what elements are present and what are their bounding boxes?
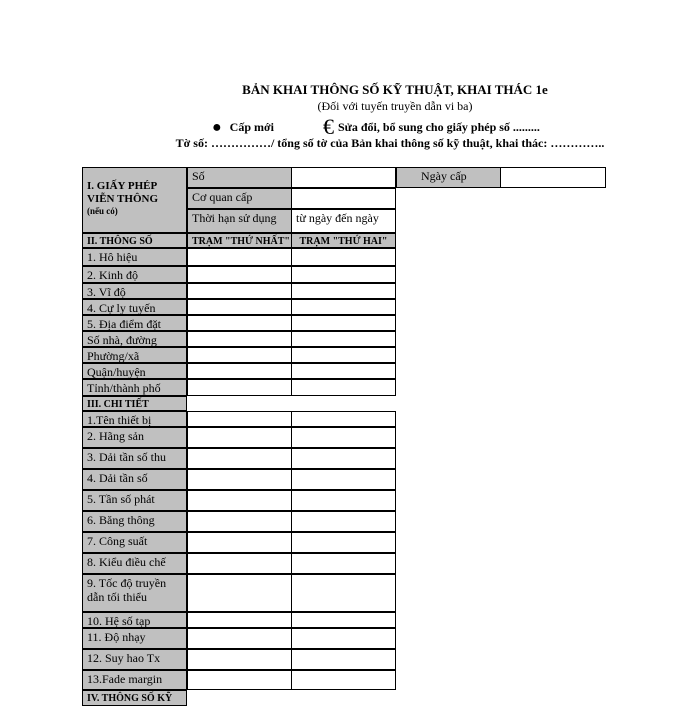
- station2-input-cell[interactable]: [291, 363, 396, 379]
- station1-header: TRẠM "THỨ NHẤT": [187, 233, 292, 248]
- station1-input-cell[interactable]: [187, 532, 292, 553]
- station1-input-cell[interactable]: [187, 363, 292, 379]
- station2-input-cell[interactable]: [291, 411, 396, 427]
- validity-date-range-field[interactable]: từ ngày đến ngày: [291, 209, 396, 233]
- station2-input-cell[interactable]: [291, 511, 396, 532]
- row-label: 6. Băng thông: [82, 511, 187, 532]
- row-label: Tỉnh/thành phố: [82, 379, 187, 396]
- license-number-field[interactable]: [291, 167, 396, 188]
- station1-input-cell[interactable]: [187, 379, 292, 396]
- row-label: 1.Tên thiết bị: [82, 411, 187, 427]
- station2-input-cell[interactable]: [291, 315, 396, 331]
- station2-input-cell[interactable]: [291, 628, 396, 649]
- row-label: 5. Địa điểm đặt: [82, 315, 187, 331]
- station1-input-cell[interactable]: [187, 670, 292, 690]
- station2-input-cell[interactable]: [291, 379, 396, 396]
- station1-input-cell[interactable]: [187, 347, 292, 363]
- station1-input-cell[interactable]: [187, 490, 292, 511]
- station1-input-cell[interactable]: [187, 511, 292, 532]
- station2-input-cell[interactable]: [291, 427, 396, 448]
- station2-input-cell[interactable]: [291, 448, 396, 469]
- row-label: 13.Fade margin: [82, 670, 187, 690]
- station2-input-cell[interactable]: [291, 469, 396, 490]
- row-label: 3. Dải tần số thu: [82, 448, 187, 469]
- station2-input-cell[interactable]: [291, 283, 396, 299]
- station2-input-cell[interactable]: [291, 649, 396, 670]
- station2-input-cell[interactable]: [291, 553, 396, 574]
- option-new-label: Cấp mới: [229, 120, 274, 134]
- station1-input-cell[interactable]: [187, 469, 292, 490]
- station1-input-cell[interactable]: [187, 427, 292, 448]
- station1-input-cell[interactable]: [187, 248, 292, 266]
- row-label: 4. Cự ly tuyến: [82, 299, 187, 315]
- parameters-section-label: II. THÔNG SỐ: [82, 233, 187, 248]
- validity-period-label: Thời hạn sử dụng: [187, 209, 292, 233]
- station1-input-cell[interactable]: [187, 612, 292, 628]
- station1-input-cell[interactable]: [187, 331, 292, 347]
- details-section-label: III. CHI TIẾT: [82, 396, 187, 411]
- station2-input-cell[interactable]: [291, 490, 396, 511]
- row-label: 9. Tốc độ truyền dẫn tối thiểu: [82, 574, 187, 612]
- row-label: 11. Độ nhạy: [82, 628, 187, 649]
- station2-input-cell[interactable]: [291, 248, 396, 266]
- station2-input-cell[interactable]: [291, 612, 396, 628]
- row-label: 8. Kiểu điều chế: [82, 553, 187, 574]
- sheet-number-line: Tờ số: ……………/ tổng số tờ của Bản khai thông số kỹ thuật, khai thác: …………..: [175, 136, 605, 150]
- issue-date-label: Ngày cấp: [396, 167, 501, 188]
- row-label: Số nhà, đường: [82, 331, 187, 347]
- station2-header: TRẠM "THỨ HAI": [291, 233, 396, 248]
- station1-input-cell[interactable]: [187, 448, 292, 469]
- station1-input-cell[interactable]: [187, 299, 292, 315]
- option-amend-label: Sửa đổi, bổ sung cho giấy phép số .........: [338, 120, 540, 134]
- station2-input-cell[interactable]: [291, 299, 396, 315]
- issuing-agency-label: Cơ quan cấp: [187, 188, 292, 209]
- station2-input-cell[interactable]: [291, 670, 396, 690]
- station2-input-cell[interactable]: [291, 532, 396, 553]
- station2-input-cell[interactable]: [291, 331, 396, 347]
- row-label: 10. Hệ số tạp: [82, 612, 187, 628]
- station1-input-cell[interactable]: [187, 283, 292, 299]
- row-label: 1. Hô hiệu: [82, 248, 187, 266]
- row-label: 2. Kinh độ: [82, 266, 187, 283]
- row-label: 12. Suy hao Tx: [82, 649, 187, 670]
- license-section-label: [82, 167, 187, 233]
- euro-checkbox-icon[interactable]: €: [323, 114, 334, 139]
- station2-input-cell[interactable]: [291, 347, 396, 363]
- license-number-label: Số: [187, 167, 292, 188]
- bullet-icon[interactable]: ●: [212, 119, 222, 136]
- row-label: 7. Công suất: [82, 532, 187, 553]
- row-label: 2. Hãng sản: [82, 427, 187, 448]
- row-label: Quận/huyện: [82, 363, 187, 379]
- issuing-agency-field[interactable]: [291, 188, 396, 209]
- station1-input-cell[interactable]: [187, 315, 292, 331]
- license-section-title: I. GIẤY PHÉP VIỄN THÔNG: [87, 180, 159, 205]
- license-section-note: (nếu có): [87, 206, 118, 216]
- station1-input-cell[interactable]: [187, 649, 292, 670]
- station2-input-cell[interactable]: [291, 266, 396, 283]
- row-label: Phường/xã: [82, 347, 187, 363]
- document-subtitle: (Đối với tuyến truyền dẫn vi ba): [317, 99, 473, 113]
- row-label: 3. Vĩ độ: [82, 283, 187, 299]
- station1-input-cell[interactable]: [187, 553, 292, 574]
- station1-input-cell[interactable]: [187, 628, 292, 649]
- row-label: 5. Tần số phát: [82, 490, 187, 511]
- technical-section-label: IV. THÔNG SỐ KỸ: [82, 690, 187, 706]
- row-label: 4. Dải tần số: [82, 469, 187, 490]
- document-title: BẢN KHAI THÔNG SỐ KỸ THUẬT, KHAI THÁC 1e: [242, 82, 548, 97]
- station1-input-cell[interactable]: [187, 266, 292, 283]
- station2-input-cell[interactable]: [291, 574, 396, 612]
- issue-date-field[interactable]: [500, 167, 606, 188]
- station1-input-cell[interactable]: [187, 411, 292, 427]
- station1-input-cell[interactable]: [187, 574, 292, 612]
